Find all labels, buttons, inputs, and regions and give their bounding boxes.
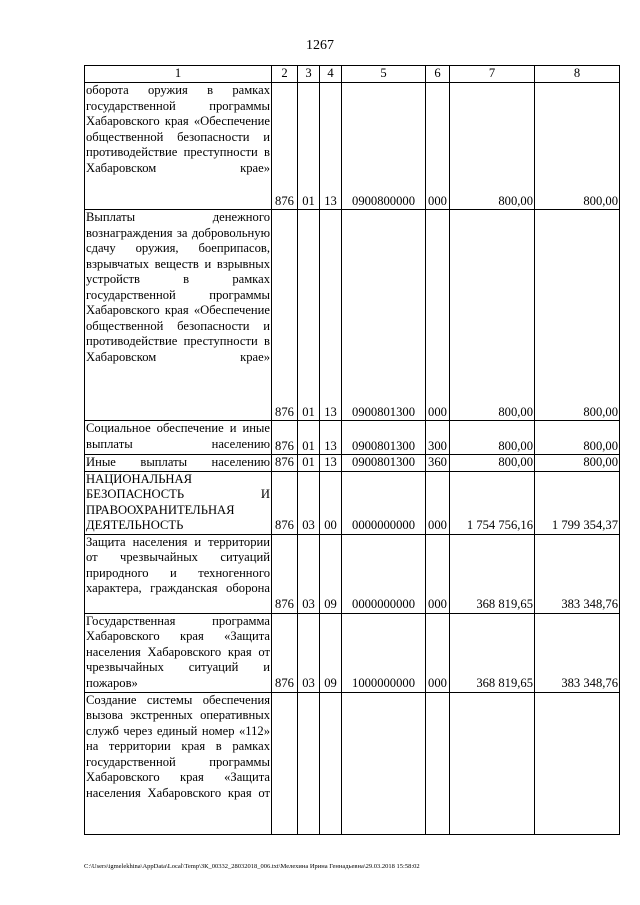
header-col-6: 6 [426,66,450,83]
row-target-item-cell: 0000000000 [342,471,426,534]
row-section-cell: 03 [298,471,320,534]
row-amount-year2-cell: 800,00 [535,455,620,472]
row-section-cell: 01 [298,421,320,455]
row-section-cell: 01 [298,210,320,421]
row-expense-type-cell: 000 [426,210,450,421]
row-admin-code-cell: 876 [272,83,298,210]
header-col-2: 2 [272,66,298,83]
row-target-item-cell: 0900801300 [342,210,426,421]
header-col-8: 8 [535,66,620,83]
row-target-item-cell: 1000000000 [342,613,426,692]
row-expense-type-cell: 000 [426,471,450,534]
row-subsection-cell: 09 [320,534,342,613]
row-expense-type-cell: 360 [426,455,450,472]
page-number: 1267 [306,38,334,53]
row-name-cell: Государственная программа Хабаровского края «Защита населения Хабаровского края от чрезвычайных ситуаций и пожаров» [85,613,272,692]
row-admin-code-cell: 876 [272,471,298,534]
row-subsection-cell: 00 [320,471,342,534]
row-amount-year2-cell: 383 348,76 [535,613,620,692]
row-target-item-cell: 0900801300 [342,455,426,472]
row-admin-code-cell: 876 [272,455,298,472]
row-amount-year1-cell [450,692,535,834]
row-section-cell: 01 [298,455,320,472]
row-name-cell: оборота оружия в рамках государственной программы Хабаровского края «Обеспечение общественной безопасности и противодействие преступности в Хабаровском крае» [85,83,272,210]
row-subsection-cell: 13 [320,83,342,210]
row-amount-year1-cell: 800,00 [450,210,535,421]
row-subsection-cell: 09 [320,613,342,692]
row-amount-year2-cell: 1 799 354,37 [535,471,620,534]
row-name-cell: НАЦИОНАЛЬНАЯ БЕЗОПАСНОСТЬ И ПРАВООХРАНИТЕЛЬНАЯ ДЕЯТЕЛЬНОСТЬ [86,471,270,532]
row-admin-code-cell [272,692,298,834]
file-path-footer: C:\Users\igmelekhina\AppData\Local\Temp\ЗК_00332_28032018_006.txt\Мелехина Ирина Геннадьевна\29.03.2018 15:58:02 [84,863,420,870]
row-name-cell: Выплаты денежного вознаграждения за добровольную сдачу оружия, боеприпасов, взрывчатых веществ и взрывных устройств в рамках государственной программы Хабаровского края «Обеспечение общественной безопасности и противодействие преступности в Хабаровском крае» [85,210,272,421]
row-amount-year1-cell: 800,00 [450,455,535,472]
row-amount-year2-cell: 800,00 [535,210,620,421]
row-admin-code-cell: 876 [272,613,298,692]
row-target-item-cell: 0900800000 [342,83,426,210]
row-amount-year1-cell: 368 819,65 [450,534,535,613]
row-expense-type-cell: 000 [426,613,450,692]
header-col-1: 1 [85,66,272,83]
row-subsection-cell: 13 [320,421,342,455]
table-row [85,421,620,455]
table-row [85,83,620,210]
table-row [85,692,620,834]
header-col-4: 4 [320,66,342,83]
row-name-cell: Иные выплаты населению [86,455,270,469]
row-amount-year2-cell: 383 348,76 [535,534,620,613]
row-target-item-cell: 0900801300 [342,421,426,455]
row-expense-type-cell [426,692,450,834]
row-amount-year2-cell [535,692,620,834]
row-expense-type-cell: 300 [426,421,450,455]
row-amount-year2-cell: 800,00 [535,83,620,210]
row-subsection-cell [320,692,342,834]
row-target-item-cell: 0000000000 [342,534,426,613]
row-expense-type-cell: 000 [426,534,450,613]
row-amount-year1-cell: 368 819,65 [450,613,535,692]
budget-table [84,65,620,835]
row-name-cell: Создание системы обеспечения вызова экстренных оперативных служб через единый номер «112» на территории края в рамках государственной программы Хабаровского края «Защита населения Хабаровского края от [85,692,272,834]
table-row [85,210,620,421]
row-admin-code-cell: 876 [272,421,298,455]
row-section-cell: 03 [298,534,320,613]
table-row [85,455,620,472]
table-row [85,471,620,534]
row-amount-year1-cell: 800,00 [450,421,535,455]
row-target-item-cell [342,692,426,834]
row-name-cell: Социальное обеспечение и иные выплаты населению [85,421,272,455]
row-amount-year1-cell: 1 754 756,16 [450,471,535,534]
row-admin-code-cell: 876 [272,534,298,613]
row-section-cell: 01 [298,83,320,210]
header-col-7: 7 [450,66,535,83]
row-name-cell: Защита населения и территории от чрезвычайных ситуаций природного и техногенного характера, гражданская оборона [85,534,272,613]
table-row [85,534,620,613]
row-amount-year2-cell: 800,00 [535,421,620,455]
row-section-cell [298,692,320,834]
header-col-3: 3 [298,66,320,83]
row-subsection-cell: 13 [320,210,342,421]
table-row [85,613,620,692]
header-col-5: 5 [342,66,426,83]
row-admin-code-cell: 876 [272,210,298,421]
row-section-cell: 03 [298,613,320,692]
row-amount-year1-cell: 800,00 [450,83,535,210]
row-subsection-cell: 13 [320,455,342,472]
table-header-row [85,66,620,83]
row-expense-type-cell: 000 [426,83,450,210]
